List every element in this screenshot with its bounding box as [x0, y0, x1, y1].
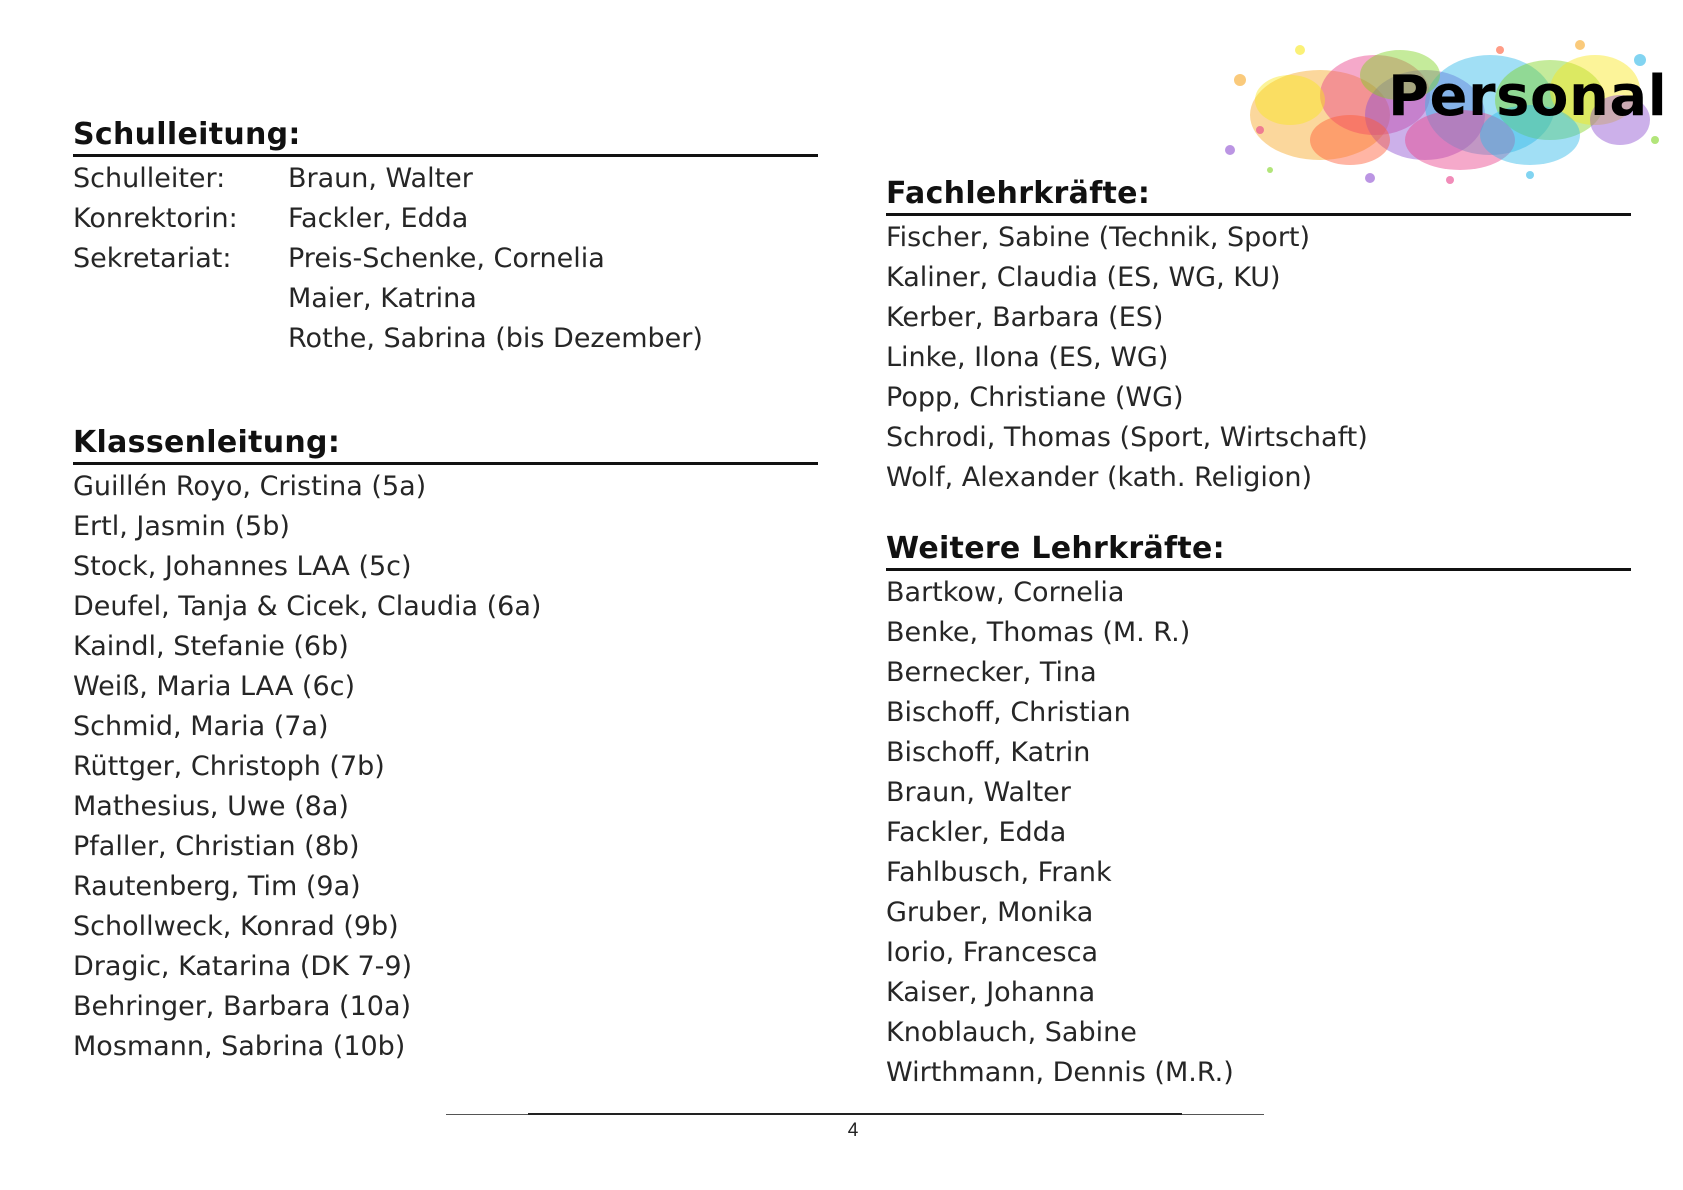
weitere-item: Benke, Thomas (M. R.): [886, 617, 1191, 648]
klassenleitung-item: Rautenberg, Tim (9a): [73, 871, 361, 902]
footer-rule-bold: [528, 1113, 1182, 1115]
klassenleitung-item: Schmid, Maria (7a): [73, 711, 329, 742]
paint-drop: [1225, 145, 1235, 155]
klassenleitung-item: Dragic, Katarina (DK 7-9): [73, 951, 413, 982]
weitere-list: [886, 571, 1631, 1093]
klassenleitung-item: Pfaller, Christian (8b): [73, 831, 360, 862]
paint-drop: [1256, 126, 1264, 134]
weitere-heading: Weitere Lehrkräfte:: [886, 530, 1631, 571]
schulleitung-person: Braun, Walter: [288, 163, 473, 194]
paint-blob: [1255, 75, 1325, 125]
fachlehrkraefte-item: Kerber, Barbara (ES): [886, 302, 1164, 333]
paint-drop: [1575, 40, 1585, 50]
weitere-item: Bartkow, Cornelia: [886, 577, 1125, 608]
fachlehrkraefte-section: [886, 175, 1631, 498]
klassenleitung-item: Mosmann, Sabrina (10b): [73, 1031, 406, 1062]
klassenleitung-item: Schollweck, Konrad (9b): [73, 911, 399, 942]
page-title: Personal: [1388, 64, 1668, 129]
fachlehrkraefte-item: Popp, Christiane (WG): [886, 382, 1184, 413]
schulleitung-role: [73, 319, 288, 359]
fachlehrkraefte-heading: Fachlehrkräfte:: [886, 175, 1631, 216]
klassenleitung-item: Deufel, Tanja & Cicek, Claudia (6a): [73, 591, 542, 622]
klassenleitung-item: Stock, Johannes LAA (5c): [73, 551, 412, 582]
schulleitung-list: [73, 157, 818, 359]
weitere-section: [886, 530, 1631, 1093]
weitere-item: Braun, Walter: [886, 777, 1071, 808]
paint-blob: [1310, 115, 1390, 165]
fachlehrkraefte-item: Linke, Ilona (ES, WG): [886, 342, 1169, 373]
paint-drop: [1496, 46, 1504, 54]
klassenleitung-heading: Klassenleitung:: [73, 424, 818, 465]
left-column-lower: [73, 424, 818, 1067]
fachlehrkraefte-list: [886, 216, 1631, 498]
schulleitung-person: Preis-Schenke, Cornelia: [288, 243, 605, 274]
schulleitung-role: Konrektorin:: [73, 203, 238, 234]
klassenleitung-item: Rüttger, Christoph (7b): [73, 751, 385, 782]
right-column: [886, 175, 1631, 498]
left-column: [73, 116, 818, 359]
paint-drop: [1267, 167, 1273, 173]
schulleitung-role: Schulleiter:: [73, 163, 226, 194]
klassenleitung-item: Ertl, Jasmin (5b): [73, 511, 290, 542]
schulleitung-row: [73, 239, 818, 279]
schulleitung-row: [73, 279, 818, 319]
weitere-item: Wirthmann, Dennis (M.R.): [886, 1057, 1234, 1088]
weitere-item: Fackler, Edda: [886, 817, 1067, 848]
schulleitung-role: Sekretariat:: [73, 243, 232, 274]
weitere-item: Knoblauch, Sabine: [886, 1017, 1137, 1048]
schulleitung-row: [73, 199, 818, 239]
schulleitung-person: Fackler, Edda: [288, 203, 469, 234]
weitere-item: Gruber, Monika: [886, 897, 1094, 928]
klassenleitung-item: Weiß, Maria LAA (6c): [73, 671, 355, 702]
weitere-item: Iorio, Francesca: [886, 937, 1099, 968]
schulleitung-section: [73, 116, 818, 359]
weitere-item: Bernecker, Tina: [886, 657, 1097, 688]
paint-drop: [1295, 45, 1305, 55]
page-number: 4: [847, 1120, 859, 1141]
fachlehrkraefte-item: Schrodi, Thomas (Sport, Wirtschaft): [886, 422, 1368, 453]
schulleitung-row: [73, 159, 818, 199]
weitere-item: Bischoff, Katrin: [886, 737, 1091, 768]
schulleitung-person: Maier, Katrina: [288, 283, 477, 314]
fachlehrkraefte-item: Kaliner, Claudia (ES, WG, KU): [886, 262, 1281, 293]
fachlehrkraefte-item: Fischer, Sabine (Technik, Sport): [886, 222, 1311, 253]
schulleitung-person: Rothe, Sabrina (bis Dezember): [288, 323, 703, 354]
klassenleitung-list: [73, 465, 818, 1067]
weitere-item: Bischoff, Christian: [886, 697, 1131, 728]
klassenleitung-item: Mathesius, Uwe (8a): [73, 791, 349, 822]
weitere-item: Kaiser, Johanna: [886, 977, 1096, 1008]
paint-drop: [1234, 74, 1246, 86]
right-column-lower: [886, 530, 1631, 1093]
schulleitung-heading: Schulleitung:: [73, 116, 818, 157]
klassenleitung-item: Behringer, Barbara (10a): [73, 991, 412, 1022]
schulleitung-row: [73, 319, 818, 359]
paint-drop: [1651, 136, 1659, 144]
klassenleitung-item: Kaindl, Stefanie (6b): [73, 631, 349, 662]
fachlehrkraefte-item: Wolf, Alexander (kath. Religion): [886, 462, 1313, 493]
klassenleitung-section: [73, 424, 818, 1067]
weitere-item: Fahlbusch, Frank: [886, 857, 1112, 888]
klassenleitung-item: Guillén Royo, Cristina (5a): [73, 471, 427, 502]
schulleitung-role: [73, 279, 288, 319]
